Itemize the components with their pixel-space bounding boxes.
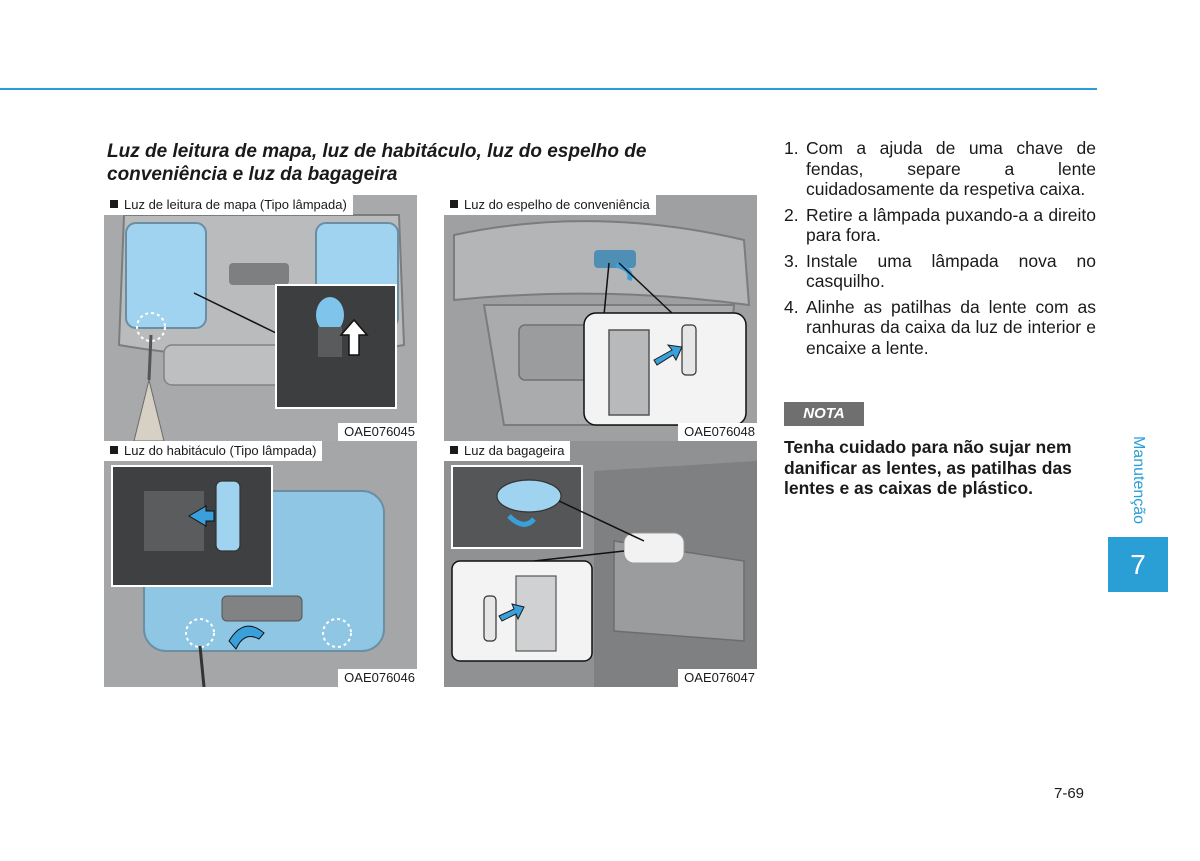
figure-code: OAE076047 [678,669,757,687]
note-text: Tenha cuidado para não sujar nem danificar as lentes, as patilhas das lentes e as caixas de plástico. [784,437,1072,498]
step-number: 3. [784,250,799,271]
chapter-title-text: Manutenção [1130,435,1147,525]
procedure-steps [784,138,1096,363]
bullet-square-icon [110,446,118,454]
figure-caption [444,195,656,215]
step-number: 2. [784,204,799,225]
figure-caption-text: Luz de leitura de mapa (Tipo lâmpada) [124,197,347,212]
figure-code: OAE076048 [678,423,757,441]
figure-caption [104,195,353,215]
figure-caption-text: Luz do habitáculo (Tipo lâmpada) [124,443,317,458]
figure-luggage-lamp [444,441,757,687]
map-lamp-illustration [104,195,417,441]
luggage-lamp-illustration [444,441,757,687]
figure-caption-text: Luz da bagageira [464,443,565,458]
header-rule [0,88,1097,90]
list-item [784,205,1096,246]
figure-caption-text: Luz do espelho de conveniência [464,197,650,212]
bullet-square-icon [110,200,118,208]
chapter-tab: 7 [1108,537,1168,592]
step-text: Instale uma lâmpada nova no casquilho. [806,250,1096,291]
bullet-square-icon [450,446,458,454]
list-item [784,297,1096,359]
list-item [784,138,1096,200]
step-text: Com a ajuda de uma chave de fendas, separe a lente cuidadosamente da respetiva caixa. [806,138,1096,199]
step-number: 1. [784,138,799,158]
vanity-lamp-illustration [444,195,757,441]
step-text: Alinhe as patilhas da lente com as ranhuras da caixa da luz de interior e encaixe a lente. [806,296,1096,358]
figure-map-reading-lamp [104,195,417,441]
figure-vanity-mirror-lamp [444,195,757,441]
figure-code: OAE076045 [338,423,417,441]
page-number: 7-69 [1054,785,1085,802]
step-text: Retire a lâmpada puxando-a a direito para fora. [806,204,1096,245]
figure-room-lamp [104,441,417,687]
chapter-side-title [1108,430,1168,530]
figure-caption [444,441,570,461]
figure-code: OAE076046 [338,669,417,687]
bullet-square-icon [450,200,458,208]
figure-caption [104,441,322,461]
list-item [784,251,1096,292]
note-badge: NOTA [784,402,864,426]
room-lamp-illustration [104,441,417,687]
section-heading: Luz de leitura de mapa, luz de habitáculo, luz do espelho de conveniência e luz da bagageira [107,141,647,185]
step-number: 4. [784,296,799,317]
